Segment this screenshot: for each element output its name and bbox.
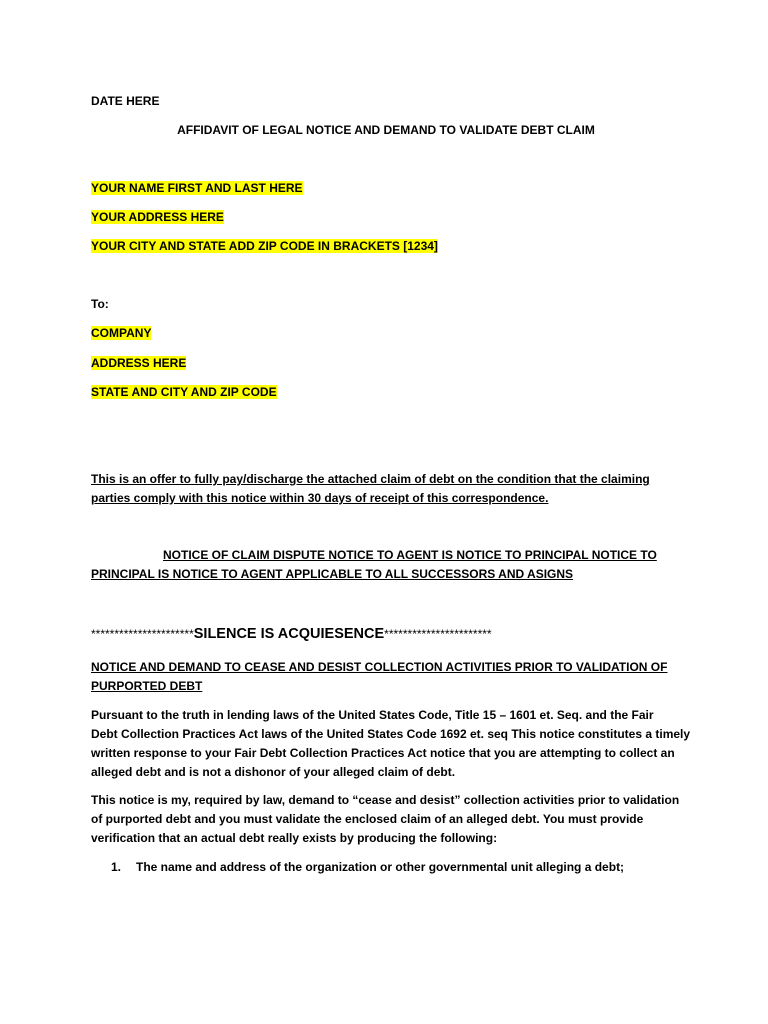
paragraph-line: written response to your Fair Debt Collection Practices Act notice that you are attempting to collect an bbox=[91, 746, 675, 760]
demand-heading-line: NOTICE AND DEMAND TO CEASE AND DESIST COLLECTION ACTIVITIES PRIOR TO VALIDATION OF bbox=[91, 660, 668, 674]
demand-heading bbox=[91, 658, 711, 696]
stars-left: ********************** bbox=[91, 627, 194, 641]
to-label: To: bbox=[91, 297, 109, 311]
sender-city-state-zip: YOUR CITY AND STATE ADD ZIP CODE IN BRACKETS [1234] bbox=[91, 239, 438, 253]
notice-paragraph bbox=[91, 546, 691, 584]
demand-heading-line: PURPORTED DEBT bbox=[91, 679, 203, 693]
list-item bbox=[91, 858, 711, 878]
list-item-text: The name and address of the organization or other governmental unit alleging a debt; bbox=[136, 860, 625, 874]
list-item-number: 1. bbox=[111, 860, 122, 874]
silence-text: SILENCE IS ACQUIESENCE bbox=[193, 626, 385, 642]
offer-paragraph bbox=[91, 470, 691, 508]
sender-address-line bbox=[91, 208, 651, 227]
sender-name-line bbox=[91, 179, 651, 198]
sender-name: YOUR NAME FIRST AND LAST HERE bbox=[91, 181, 303, 195]
paragraph-line: Debt Collection Practices Act laws of the United States Code 1692 et. seq This notice constitutes a timely bbox=[91, 727, 691, 741]
paragraph-line: verification that an actual debt really exists by producing the following: bbox=[91, 831, 498, 845]
sender-city-line bbox=[91, 237, 651, 256]
silence-banner bbox=[91, 625, 711, 644]
notice-line: NOTICE OF CLAIM DISPUTE NOTICE TO AGENT IS NOTICE TO PRINCIPAL NOTICE TO bbox=[163, 548, 657, 562]
stars-right: *********************** bbox=[384, 627, 492, 641]
sender-address: YOUR ADDRESS HERE bbox=[91, 210, 224, 224]
recipient-state-line bbox=[91, 383, 651, 402]
document-title: AFFIDAVIT OF LEGAL NOTICE AND DEMAND TO VALIDATE DEBT CLAIM bbox=[177, 123, 595, 137]
paragraph-line: alleged debt and is not a dishonor of your alleged claim of debt. bbox=[91, 765, 456, 779]
recipient-company: COMPANY bbox=[91, 326, 152, 340]
date-line: DATE HERE bbox=[91, 94, 160, 108]
paragraph-1 bbox=[91, 706, 711, 782]
paragraph-line: of purported debt and you must validate the enclosed claim of an alleged debt. You must provide bbox=[91, 812, 644, 826]
paragraph-line: Pursuant to the truth in lending laws of the United States Code, Title 15 – 1601 et. Seq. and the Fair bbox=[91, 708, 654, 722]
recipient-address-line bbox=[91, 354, 651, 373]
recipient-company-line bbox=[91, 324, 651, 343]
paragraph-line: This notice is my, required by law, demand to “cease and desist” collection activities prior to validation bbox=[91, 793, 680, 807]
offer-line: This is an offer to fully pay/discharge the attached claim of debt on the condition that the claiming bbox=[91, 472, 650, 486]
recipient-address: ADDRESS HERE bbox=[91, 356, 187, 370]
recipient-state-city-zip: STATE AND CITY AND ZIP CODE bbox=[91, 385, 277, 399]
offer-line: parties comply with this notice within 30 days of receipt of this correspondence. bbox=[91, 491, 549, 505]
notice-line: PRINCIPAL IS NOTICE TO AGENT APPLICABLE TO ALL SUCCESSORS AND ASIGNS bbox=[91, 567, 574, 581]
paragraph-2 bbox=[91, 791, 711, 848]
